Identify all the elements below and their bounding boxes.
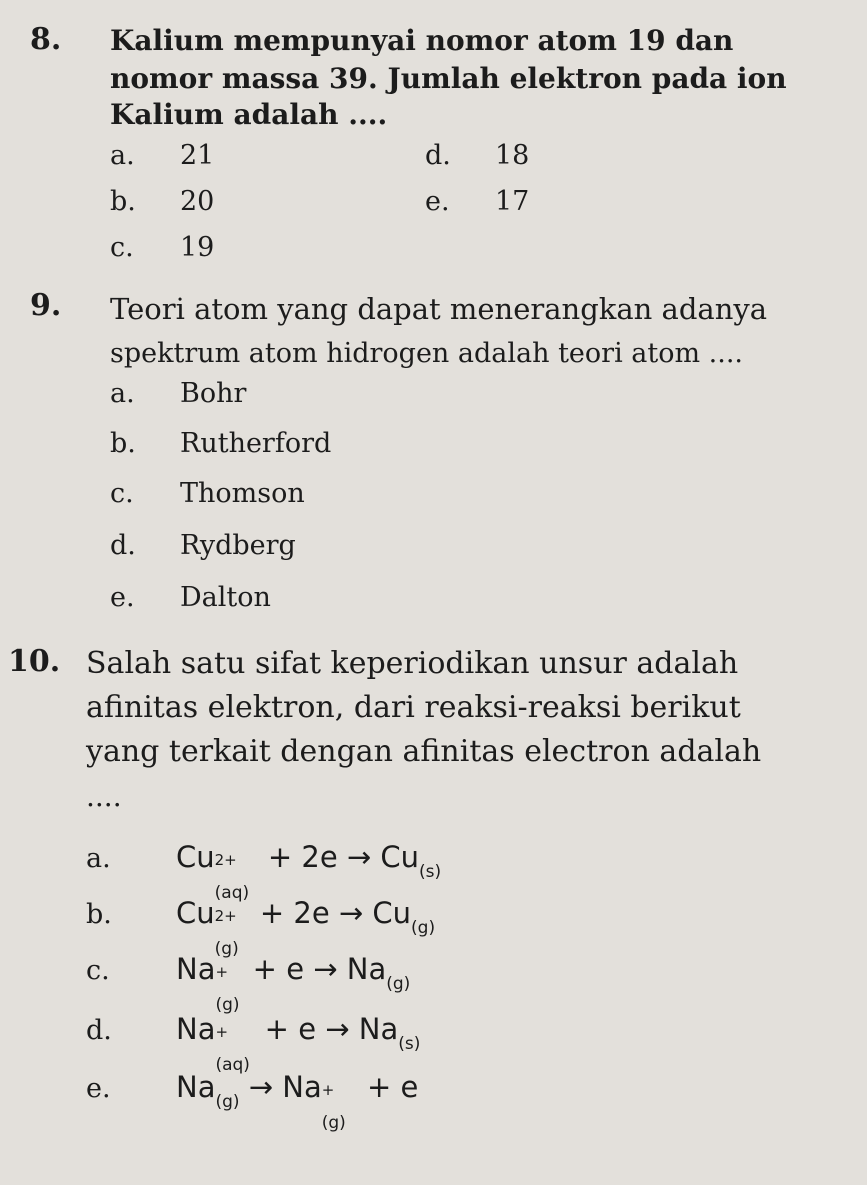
q10-option-b: b. Cu 2+ (g) + $2e \to Cu_{(g)}$ bbox=[86, 896, 436, 959]
q9-option-b: b. Rutherford bbox=[110, 428, 332, 459]
q10-text-line-1: Salah satu sifat keperiodikan unsur adalah bbox=[86, 646, 739, 681]
q8-option-b: b. 20 bbox=[110, 186, 215, 217]
q8-option-a: a. 21 bbox=[110, 140, 215, 171]
q10-option-a: a. Cu 2+ (aq) + $2e \to Cu_{(s)}$ bbox=[86, 840, 442, 903]
q8-option-e: e. 17 bbox=[425, 186, 530, 217]
q8-option-d: d. 18 bbox=[425, 140, 530, 171]
q10-text-line-2: afinitas elektron, dari reaksi-reaksi berikut bbox=[86, 690, 741, 725]
q10-text-line-4: .... bbox=[86, 780, 122, 813]
q8-text-line-1: Kalium mempunyai nomor atom 19 dan bbox=[110, 24, 734, 57]
q9-option-d: d. Rydberg bbox=[110, 530, 296, 561]
q10-number: 10. bbox=[8, 644, 61, 679]
q9-text-line-1: Teori atom yang dapat menerangkan adanya bbox=[110, 292, 768, 326]
q8-text-line-3: Kalium adalah .... bbox=[110, 98, 388, 131]
q10-option-c: c. Na + (g) + $e \to Na_{(g)}$ bbox=[86, 952, 411, 1015]
q9-text-line-2: spektrum atom hidrogen adalah teori atom .... bbox=[110, 338, 744, 369]
q10-option-d: d. Na + (aq) + $e \to Na_{(s)}$ bbox=[86, 1012, 421, 1075]
q8-option-c: c. 19 bbox=[110, 232, 215, 263]
q8-text-line-2: nomor massa 39. Jumlah elektron pada ion bbox=[110, 62, 787, 95]
q10-text-line-3: yang terkait dengan afinitas electron adalah bbox=[86, 734, 762, 769]
q9-option-c: c. Thomson bbox=[110, 478, 305, 509]
q8-number: 8. bbox=[30, 22, 62, 57]
q9-number: 9. bbox=[30, 288, 62, 323]
q9-option-e: e. Dalton bbox=[110, 582, 271, 613]
q10-option-e: e. $Na_{(g)} \to Na$ + (g) + e bbox=[86, 1070, 419, 1133]
q9-option-a: a. Bohr bbox=[110, 378, 247, 409]
